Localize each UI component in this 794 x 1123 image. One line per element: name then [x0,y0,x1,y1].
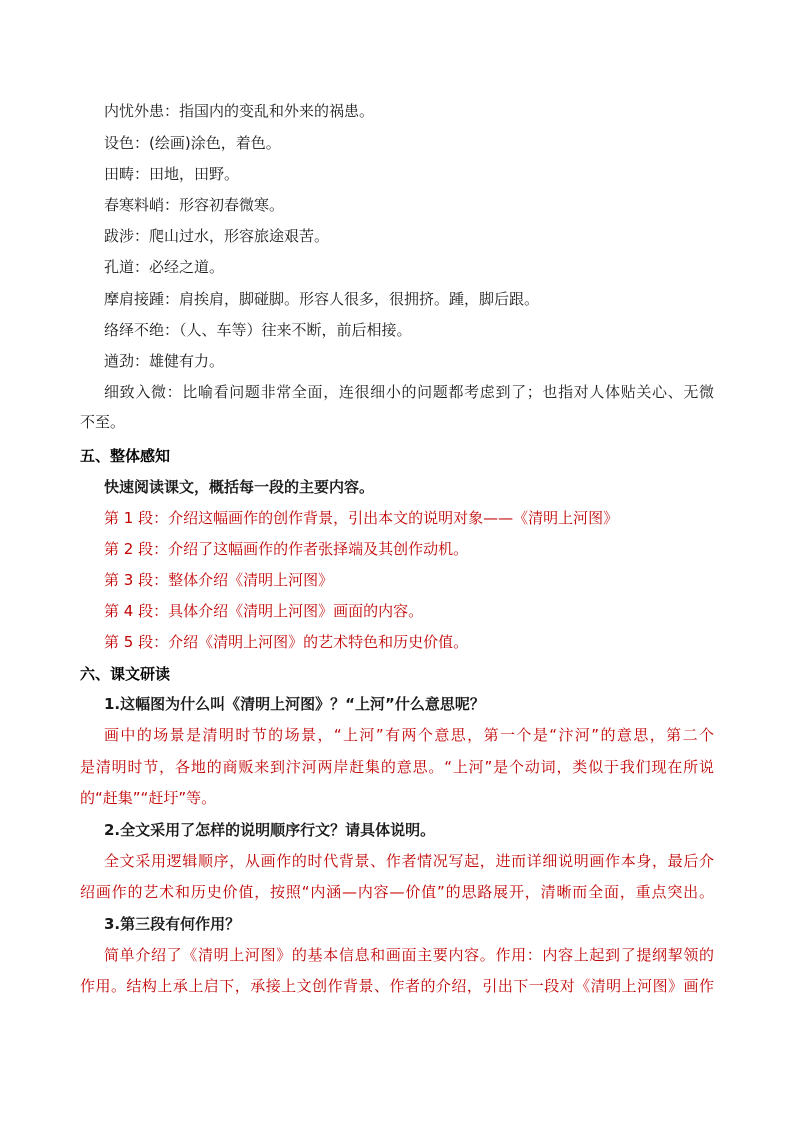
vocab-item-continuation: 不至。 [80,413,126,431]
paragraph-summary: 第 5 段：介绍《清明上河图》的艺术特色和历史价值。 [104,633,469,651]
answer-line: 作用。结构上承上启下，承接上文创作背景、作者的介绍，引出下一段对《清明上河图》画作 [80,977,714,995]
vocab-item: 孔道：必经之道。 [104,258,225,276]
section-heading: 六、课文研读 [80,665,171,683]
vocab-item: 设色：(绘画)涂色，着色。 [104,134,281,152]
answer-line: 的“赶集”“赶圩”等。 [80,789,217,807]
answer-line: 绍画作的艺术和历史价值，按照“内涵—内容—价值”的思路展开，清晰而全面，重点突出。 [80,883,714,901]
paragraph-summary: 第 2 段：介绍了这幅画作的作者张择端及其创作动机。 [104,540,469,558]
paragraph-summary: 第 1 段：介绍这幅画作的创作背景，引出本文的说明对象——《清明上河图》 [104,509,619,527]
vocab-item: 田畴：田地，田野。 [104,165,240,183]
vocab-item: 春寒料峭：形容初春微寒。 [104,196,285,214]
question: 1.这幅图为什么叫《清明上河图》？“上河”什么意思呢？ [104,695,485,713]
question: 3.第三段有何作用？ [104,915,241,933]
section-heading: 五、整体感知 [80,447,171,465]
paragraph-summary: 第 4 段：具体介绍《清明上河图》画面的内容。 [104,602,424,620]
vocab-item: 细致入微：比喻看问题非常全面，连很细小的问题都考虑到了；也指对人体贴关心、无微 [104,383,714,401]
paragraph-summary: 第 3 段：整体介绍《清明上河图》 [104,571,334,589]
answer-line: 简单介绍了《清明上河图》的基本信息和画面主要内容。作用：内容上起到了提纲挈领的 [104,946,714,964]
vocab-item: 遒劲：雄健有力。 [104,352,225,370]
vocab-item: 跋涉：爬山过水，形容旅途艰苦。 [104,227,330,245]
answer-line: 画中的场景是清明时节的场景，“上河”有两个意思，第一个是“汴河”的意思，第二个 [104,726,714,744]
question: 2.全文采用了怎样的说明顺序行文？请具体说明。 [104,821,436,839]
section-prompt: 快速阅读课文，概括每一段的主要内容。 [104,478,375,496]
answer-line: 全文采用逻辑顺序，从画作的时代背景、作者情况写起，进而详细说明画作本身，最后介 [104,852,714,870]
vocab-item: 络绎不绝：（人、车等）往来不断，前后相接。 [104,321,412,339]
vocab-item: 摩肩接踵：肩挨肩，脚碰脚。形容人很多，很拥挤。踵，脚后跟。 [104,290,540,308]
answer-line: 是清明时节，各地的商贩来到汴河两岸赶集的意思。“上河”是个动词，类似于我们现在所说 [80,758,714,776]
vocab-item: 内忧外患：指国内的变乱和外来的祸患。 [104,102,375,120]
